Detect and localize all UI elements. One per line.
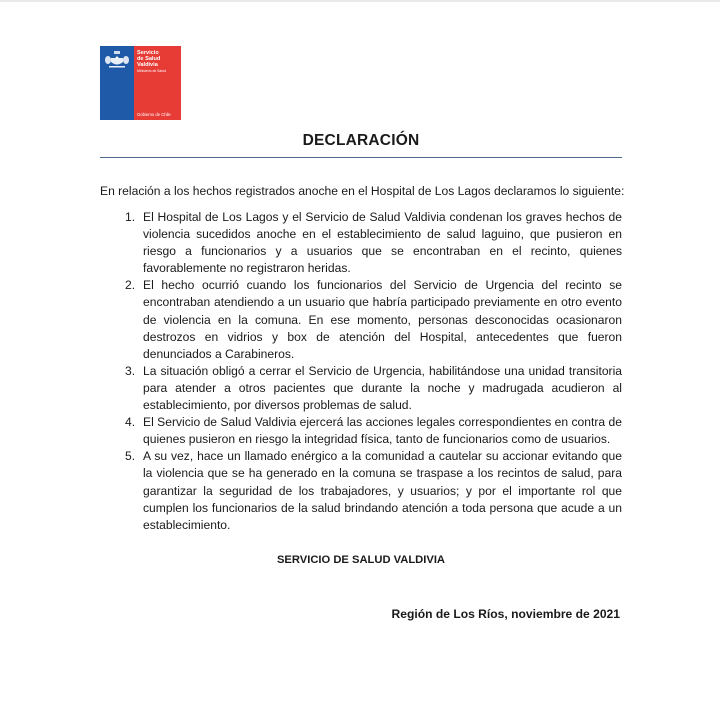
page-title: DECLARACIÓN [302, 132, 420, 149]
logo-red-panel [134, 46, 181, 120]
signature-block: SERVICIO DE SALUD VALDIVIA [276, 554, 446, 566]
title-underline [100, 157, 622, 158]
list-item-number: 1. [125, 210, 136, 224]
top-border [0, 0, 720, 2]
list-item-number: 2. [125, 278, 136, 293]
list-item-text: A su vez, hace un llamado enérgico a la comunidad a cautelar su accionar evitando que la violencia que se ha generado en la comuna se traspase a los recintos de salud, para garantizar la seguridad de los trabajadores, y usuarios; y por el importante rol que cumplen los funcionarios de la salud brindando atención a toda persona que acude a un establecimiento. [143, 449, 622, 532]
list-item [100, 414, 622, 448]
list-item-number: 5. [125, 449, 136, 464]
list-item [100, 209, 622, 277]
list-item [100, 363, 622, 414]
logo-name: Servicio de Salud Valdivia [137, 50, 161, 68]
list-item-number: 4. [125, 415, 136, 430]
declaration-list [100, 209, 622, 534]
list-item-text: El hecho ocurrió cuando los funcionarios del Servicio de Urgencia del recinto se encontraban atendiendo a un usuario que habría participado previamente en otro evento de violencia en la comuna. En ese momento, personas desconocidas ocasionaron destrozos en vidrios y box de atención del Hospital, antecedentes que fueron denunciados a Carabineros. [143, 278, 622, 361]
date-line: Región de Los Ríos, noviembre de 2021 [391, 607, 620, 621]
list-item-text: La situación obligó a cerrar el Servicio de Urgencia, habilitándose una unidad transitoria para atender a otros pacientes que durante la noche y madrugada acudieron al establecimiento, por diversos problemas de salud. [143, 363, 622, 413]
servicio-salud-valdivia-logo [100, 46, 181, 120]
list-item-text: El Hospital de Los Lagos y el Servicio de Salud Valdivia condenan los graves hechos de violencia sucedidos anoche en el establecimiento de salud laguino, que pusieron en riesgo a funcionarios y a usuarios que se encontraban en el recinto, quienes favorablemente no registraron heridas. [143, 210, 622, 276]
chile-coat-of-arms-icon [103, 49, 131, 71]
list-item [100, 277, 622, 362]
logo-gobierno: Gobierno de Chile [137, 112, 171, 117]
logo-ministerio: Ministerio de Salud [137, 69, 166, 73]
list-item-number: 3. [125, 363, 136, 378]
intro-paragraph: En relación a los hechos registrados anoche en el Hospital de Los Lagos declaramos lo siguiente: [100, 184, 625, 198]
logo-blue-panel [100, 46, 134, 120]
list-item [100, 448, 622, 533]
list-item-text: El Servicio de Salud Valdivia ejercerá las acciones legales correspondientes en contra de quienes pusieron en riesgo la integridad física, tanto de funcionarios como de usuarios. [143, 415, 622, 447]
